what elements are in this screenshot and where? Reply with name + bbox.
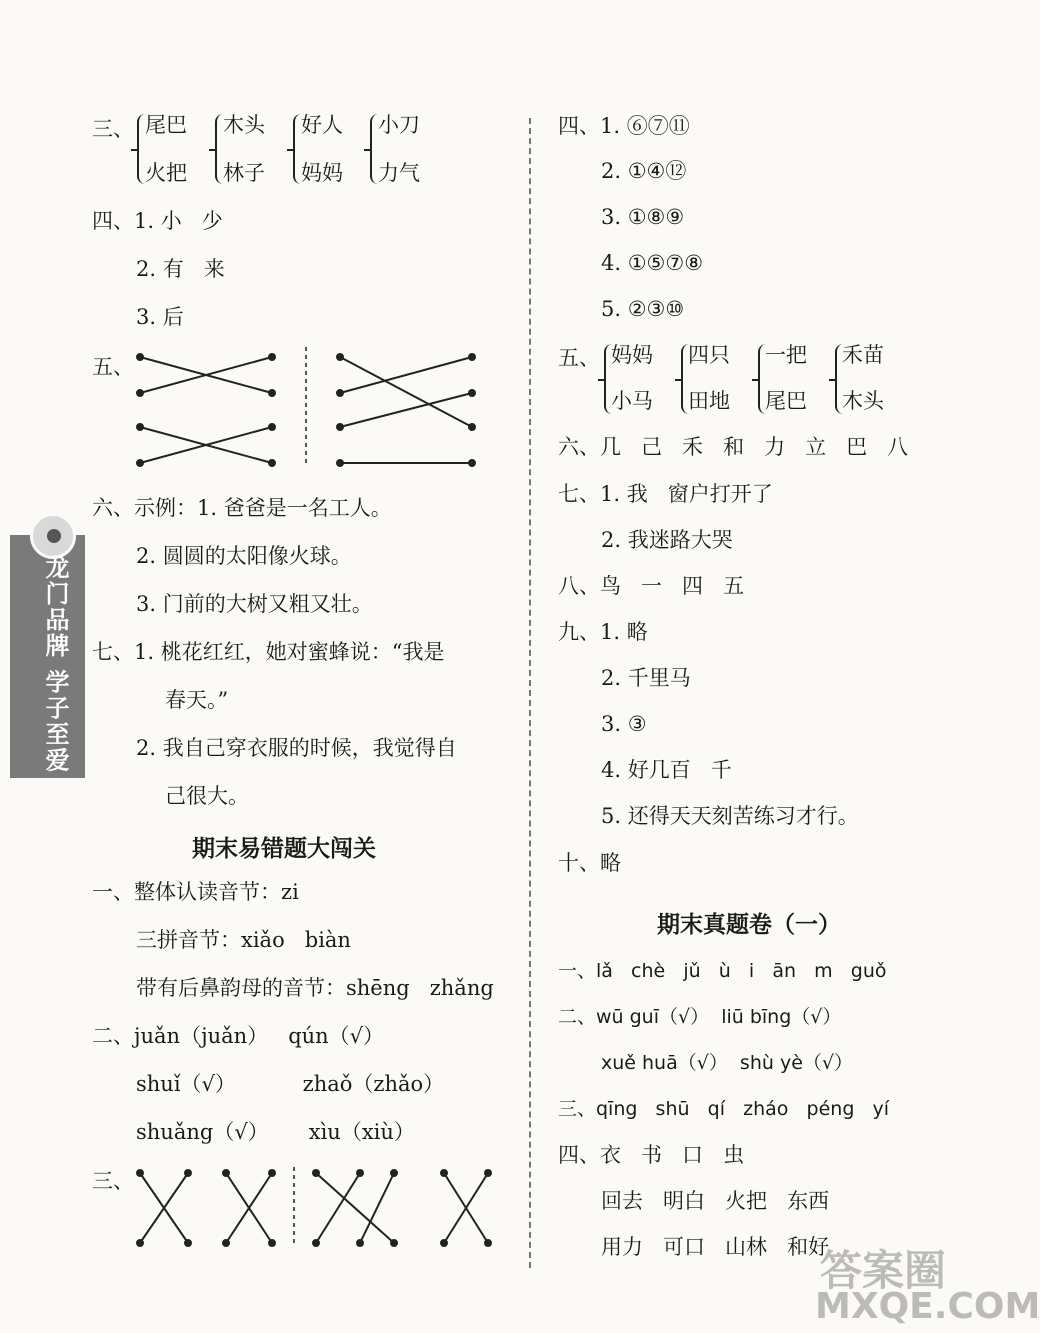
answer-line: 八、鸟 一 四 五 — [558, 574, 745, 598]
right-r5-label: 五、 — [558, 346, 600, 370]
answer-line: 5. ②③⑩ — [601, 297, 685, 321]
brand-slogan-line1: 龙门品牌 — [41, 555, 69, 659]
answer-line: 3. 后 — [136, 305, 184, 329]
pair-bottom: 力气 — [378, 161, 420, 185]
pair-top: 小刀 — [378, 113, 420, 137]
column-divider — [529, 118, 531, 1268]
answer-line: 三、qīng shū qí zháo péng yí — [558, 1098, 890, 1120]
left-s3-label: 三、 — [92, 117, 134, 141]
answer-line: 四、衣 书 口 虫 — [558, 1143, 745, 1167]
section-heading: 期末真题卷（一） — [657, 912, 841, 938]
answer-line: 六、示例：1. 爸爸是一名工人。 — [92, 496, 392, 520]
answer-line: 四、1. 小 少 — [92, 209, 223, 233]
pair-bottom: 田地 — [688, 389, 730, 413]
answer-line: 己很大。 — [165, 784, 249, 808]
pair-bottom: 小马 — [611, 389, 653, 413]
pair-bottom: 木头 — [842, 389, 884, 413]
answer-line: 回去 明白 火把 东西 — [601, 1189, 830, 1213]
answer-line: 2. 有 来 — [136, 257, 225, 281]
answer-line: 七、1. 我 窗户打开了 — [558, 482, 773, 506]
pair-bottom: 尾巴 — [765, 389, 807, 413]
watermark-site: MXQE.COM — [815, 1286, 1040, 1327]
answer-line: 七、1. 桃花红红，她对蜜蜂说：“我是 — [92, 640, 445, 664]
answer-line: 2. 我迷路大哭 — [601, 528, 733, 552]
answer-line: 带有后鼻韵母的音节：shēng zhǎng — [136, 976, 494, 1000]
left-e3-label: 三、 — [92, 1169, 134, 1193]
pair-bottom: 妈妈 — [301, 161, 343, 185]
answer-line: 二、wū guī（√） liū bīng（√） — [558, 1006, 842, 1028]
matching-lines-e3 — [130, 1165, 500, 1250]
answer-line: shuǎng（√） xìu（xiù） — [136, 1120, 415, 1144]
section-heading: 期末易错题大闯关 — [192, 836, 376, 862]
answer-line: 一、lǎ chè jǔ ù i ān m guǒ — [558, 960, 887, 982]
answer-line: 三拼音节：xiǎo biàn — [136, 928, 351, 952]
answer-line: 四、1. ⑥⑦⑪ — [558, 114, 690, 138]
answer-line: 春天。” — [165, 688, 229, 712]
answer-line: 二、juǎn（juǎn） qún（√） — [92, 1024, 385, 1048]
pair-top: 四只 — [688, 343, 730, 367]
watermark-brand: 答案圈 — [820, 1246, 947, 1295]
pair-top: 妈妈 — [611, 343, 653, 367]
answer-line: xuě huā（√） shù yè（√） — [601, 1052, 853, 1074]
brand-slogan-line2: 学子至爱 — [41, 669, 69, 774]
answer-line: 2. ①④⑫ — [601, 159, 687, 183]
matching-lines-s5 — [130, 345, 490, 470]
pair-top: 尾巴 — [145, 113, 187, 137]
answer-line: 用力 可口 山林 和好 — [601, 1235, 830, 1259]
answer-line: 3. ①⑧⑨ — [601, 205, 685, 229]
pair-top: 一把 — [765, 343, 807, 367]
answer-line: 4. ①⑤⑦⑧ — [601, 251, 704, 275]
answer-line: 2. 千里马 — [601, 666, 691, 690]
left-s5-label: 五、 — [92, 355, 134, 379]
answer-line: 2. 我自己穿衣服的时候，我觉得自 — [136, 736, 457, 760]
answer-line: shuǐ（√） zhaǒ（zhǎo） — [136, 1072, 445, 1096]
answer-line: 5. 还得天天刻苦练习才行。 — [601, 804, 859, 828]
pair-bottom: 林子 — [223, 161, 265, 185]
pair-top: 禾苗 — [842, 343, 884, 367]
brand-logo-dot — [47, 529, 61, 543]
pair-top: 木头 — [223, 113, 265, 137]
answer-line: 4. 好几百 千 — [601, 758, 732, 782]
pair-top: 好人 — [301, 113, 343, 137]
answer-line: 3. ③ — [601, 712, 647, 736]
answer-line: 2. 圆圆的太阳像火球。 — [136, 544, 352, 568]
answer-line: 六、几 己 禾 和 力 立 巴 八 — [558, 435, 909, 459]
answer-line: 九、1. 略 — [558, 620, 648, 644]
brand-slogan — [30, 555, 70, 773]
answer-line: 一、整体认读音节：zi — [92, 880, 299, 904]
pair-bottom: 火把 — [145, 161, 187, 185]
answer-line: 3. 门前的大树又粗又壮。 — [136, 592, 373, 616]
answer-line: 十、略 — [558, 851, 621, 875]
